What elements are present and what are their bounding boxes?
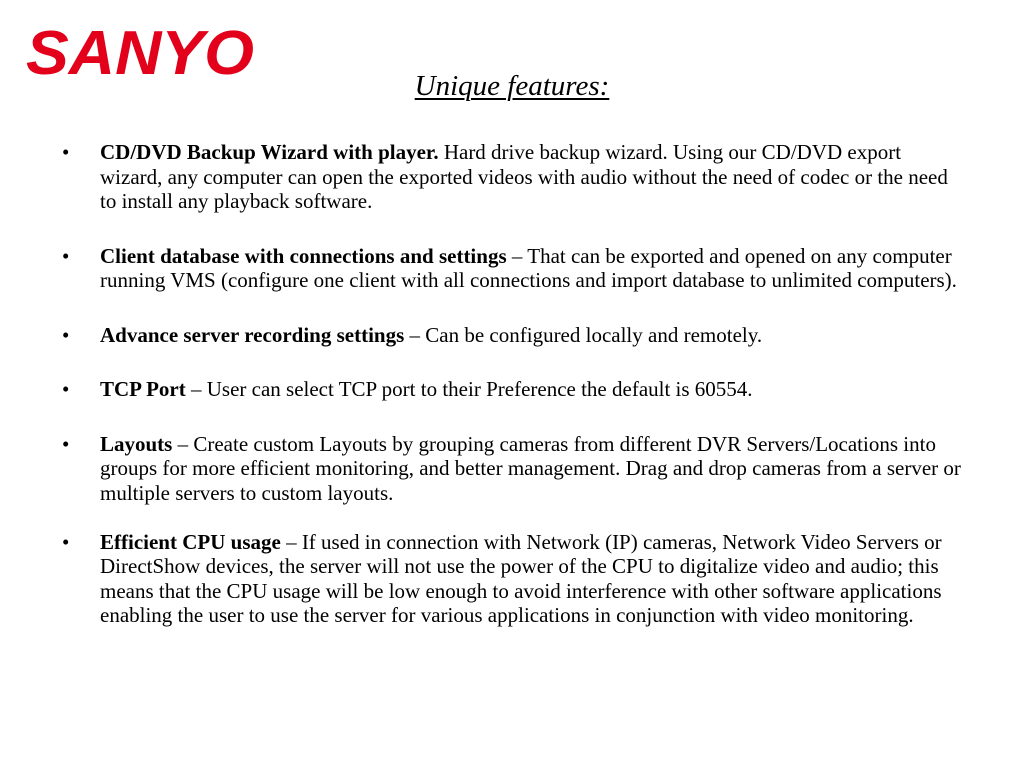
- feature-text: – Can be configured locally and remotely.: [404, 322, 763, 347]
- feature-text: – That can be exported and opened on any computer running VMS (configure one client with all connections and import database to unlimited computers).: [100, 243, 957, 292]
- feature-text: – Create custom Layouts by grouping cameras from different DVR Servers/Locations into groups for more efficient monitoring, and better management. Drag and drop cameras from a server or multiple servers to custom layouts.: [100, 431, 961, 505]
- bullet: •: [62, 243, 70, 268]
- feature-heading: Layouts: [100, 431, 173, 456]
- bullet: •: [62, 322, 70, 347]
- feature-item: [0, 432, 1024, 506]
- feature-item: [0, 244, 1024, 293]
- feature-item: [0, 377, 1024, 402]
- feature-text: – If used in connection with Network (IP) cameras, Network Video Servers or DirectShow devices, the server will not use the power of the CPU to digitalize video and audio; this means that the CPU usage will be low enough to avoid interference with other software applications enabling the user to use the server for various applications in conjunction with video monitoring.: [100, 529, 942, 627]
- bullet: •: [62, 529, 70, 554]
- feature-heading: TCP Port: [100, 377, 186, 401]
- logo-wordmark: SANYO: [26, 22, 254, 82]
- feature-list: [0, 140, 1024, 628]
- feature-text: Hard drive backup wizard. Using our CD/DVD export wizard, any computer can open the exported videos with audio without the need of codec or the need to install any playback software.: [100, 140, 948, 213]
- feature-heading: Efficient CPU usage: [100, 529, 281, 554]
- feature-heading: Advance server recording settings: [100, 322, 405, 347]
- feature-paragraph: [100, 530, 968, 628]
- feature-item: [0, 140, 1024, 214]
- page-title: Unique features:: [414, 70, 610, 102]
- bullet: •: [62, 377, 70, 401]
- feature-text: – User can select TCP port to their Preference the default is 60554.: [185, 377, 753, 401]
- feature-heading: Client database with connections and settings: [100, 243, 507, 268]
- feature-heading: CD/DVD Backup Wizard with player.: [100, 140, 439, 164]
- feature-item: [0, 530, 1024, 628]
- bullet: •: [62, 140, 70, 164]
- bullet: •: [62, 431, 70, 456]
- feature-item: [0, 323, 1024, 348]
